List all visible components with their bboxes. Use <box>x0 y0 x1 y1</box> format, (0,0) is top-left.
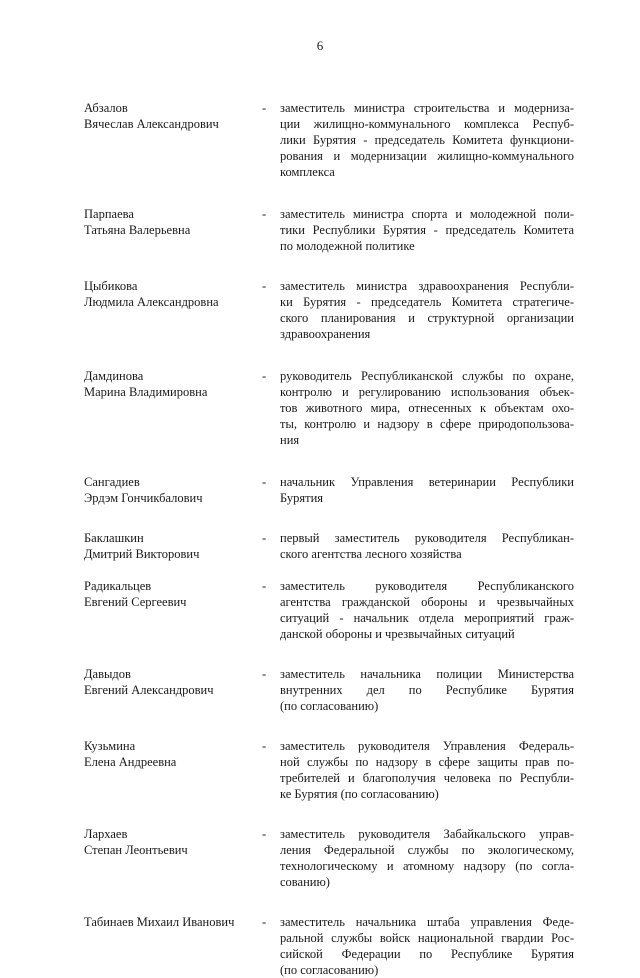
member-name-line: Лархаев <box>84 827 128 841</box>
member-dash: - <box>262 531 267 545</box>
member-entry <box>84 474 574 506</box>
member-dash: - <box>262 827 267 841</box>
member-name-line: Сангадиев <box>84 475 140 489</box>
member-name <box>84 578 262 610</box>
member-dash: - <box>262 579 267 593</box>
member-name-line: Татьяна Валерьевна <box>84 223 191 237</box>
member-entry <box>84 914 574 978</box>
member-name-line: Вячеслав Александрович <box>84 117 219 131</box>
member-name-line: Евгений Сергеевич <box>84 595 187 609</box>
member-name <box>84 914 262 930</box>
member-entry <box>84 206 574 254</box>
member-role-line: ной службы по надзору в сфере защиты прав по- <box>280 755 574 769</box>
member-role-line: сованию) <box>280 875 330 889</box>
member-role-line: здравоохранения <box>280 327 371 341</box>
member-name-line: Кузьмина <box>84 739 136 753</box>
member-role-line: контролю и регулированию использования объек- <box>280 385 574 399</box>
member-role-line: ции жилищно-коммунального комплекса Респуб- <box>280 117 574 131</box>
member-role <box>280 278 574 342</box>
member-role-line: заместитель министра здравоохранения Республи- <box>280 279 574 293</box>
member-name <box>84 666 262 698</box>
member-name-line: Цыбикова <box>84 279 138 293</box>
member-role <box>280 474 574 506</box>
member-role-line: заместитель министра спорта и молодежной поли- <box>280 207 574 221</box>
member-dash: - <box>262 475 267 489</box>
member-dash: - <box>262 101 267 115</box>
member-role-line: первый заместитель руководителя Республикан- <box>280 531 574 545</box>
member-name <box>84 368 262 400</box>
member-name-line: Дмитрий Викторович <box>84 547 200 561</box>
member-role-line: начальник Управления ветеринарии Республики <box>280 475 574 489</box>
member-role-line: заместитель руководителя Управления Федераль- <box>280 739 574 753</box>
member-role-line: ния <box>280 433 300 447</box>
member-role <box>280 738 574 802</box>
member-name <box>84 530 262 562</box>
member-entry <box>84 578 574 642</box>
member-name-line: Марина Владимировна <box>84 385 208 399</box>
member-name-line: Эрдэм Гончикбалович <box>84 491 203 505</box>
member-name-line: Дамдинова <box>84 369 144 383</box>
page-number: 6 <box>316 38 324 53</box>
member-role-line: ки Бурятия - председатель Комитета стратегиче- <box>280 295 574 309</box>
member-name-line: Степан Леонтьевич <box>84 843 188 857</box>
member-role-line: данской обороны и чрезвычайных ситуаций <box>280 627 515 641</box>
member-name-line: Людмила Александровна <box>84 295 219 309</box>
member-role-line: заместитель начальника полиции Министерства <box>280 667 574 681</box>
member-entry <box>84 368 574 448</box>
member-role-line: ке Бурятия (по согласованию) <box>280 787 439 801</box>
member-dash: - <box>262 207 267 221</box>
member-role <box>280 914 574 978</box>
member-role-line: заместитель министра строительства и модерниза- <box>280 101 574 115</box>
member-role-line: (по согласованию) <box>280 699 379 713</box>
member-name <box>84 278 262 310</box>
member-name <box>84 826 262 858</box>
member-role-line: ты, контролю и надзору в сфере природопользова- <box>280 417 574 431</box>
member-name-line: Евгений Александрович <box>84 683 214 697</box>
member-name <box>84 738 262 770</box>
member-role-line: ского планирования и структурной организации <box>280 311 574 325</box>
member-role-line: ления Федеральной службы по экологическому, <box>280 843 574 857</box>
member-entry <box>84 278 574 342</box>
member-name-line: Парпаева <box>84 207 134 221</box>
member-role <box>280 578 574 642</box>
member-role-line: руководитель Республиканской службы по охране, <box>280 369 574 383</box>
member-name-line: Елена Андреевна <box>84 755 177 769</box>
member-entry <box>84 100 574 180</box>
member-name-line: Давыдов <box>84 667 131 681</box>
member-role-line: тов животного мира, отнесенных к объектам охо- <box>280 401 574 415</box>
member-role-line: по молодежной политике <box>280 239 415 253</box>
member-role-line: ского агентства лесного хозяйства <box>280 547 462 561</box>
member-role-line: комплекса <box>280 165 335 179</box>
member-role-line: заместитель руководителя Забайкальского управ- <box>280 827 574 841</box>
member-role-line: ситуаций - начальник отдела мероприятий граж- <box>280 611 574 625</box>
member-name <box>84 206 262 238</box>
member-role <box>280 826 574 890</box>
member-role-line: рования и модернизации жилищно-коммунального <box>280 149 574 163</box>
member-entry <box>84 530 574 562</box>
member-dash: - <box>262 667 267 681</box>
member-role-line: ральной службы войск национальной гвардии Рос- <box>280 931 574 945</box>
member-role <box>280 100 574 180</box>
member-role-line: заместитель руководителя Республиканского <box>280 579 574 593</box>
member-role-line: технологическому и атомному надзору (по согла- <box>280 859 574 873</box>
member-role <box>280 368 574 448</box>
member-list <box>84 76 574 978</box>
member-role-line: внутренних дел по Республике Бурятия <box>280 683 574 697</box>
member-name-line: Табинаев Михаил Иванович <box>84 915 235 929</box>
member-role <box>280 206 574 254</box>
member-entry <box>84 738 574 802</box>
member-role-line: сийской Федерации по Республике Бурятия <box>280 947 574 961</box>
member-dash: - <box>262 739 267 753</box>
member-role-line: лики Бурятия - председатель Комитета функциони- <box>280 133 574 147</box>
member-name <box>84 474 262 506</box>
member-dash: - <box>262 369 267 383</box>
member-name <box>84 100 262 132</box>
member-role <box>280 530 574 562</box>
member-role-line: (по согласованию) <box>280 963 379 977</box>
member-entry <box>84 666 574 714</box>
member-name-line: Баклашкин <box>84 531 144 545</box>
member-role-line: заместитель начальника штаба управления Феде- <box>280 915 574 929</box>
member-role-line: тики Республики Бурятия - председатель Комитета <box>280 223 574 237</box>
member-role-line: агентства гражданской обороны и чрезвычайных <box>280 595 574 609</box>
member-name-line: Абзалов <box>84 101 128 115</box>
member-dash: - <box>262 279 267 293</box>
member-name-line: Радикальцев <box>84 579 152 593</box>
member-role <box>280 666 574 714</box>
member-role-line: Бурятия <box>280 491 324 505</box>
member-role-line: требителей и благополучия человека по Республи- <box>280 771 574 785</box>
member-entry <box>84 826 574 890</box>
member-dash: - <box>262 915 267 929</box>
